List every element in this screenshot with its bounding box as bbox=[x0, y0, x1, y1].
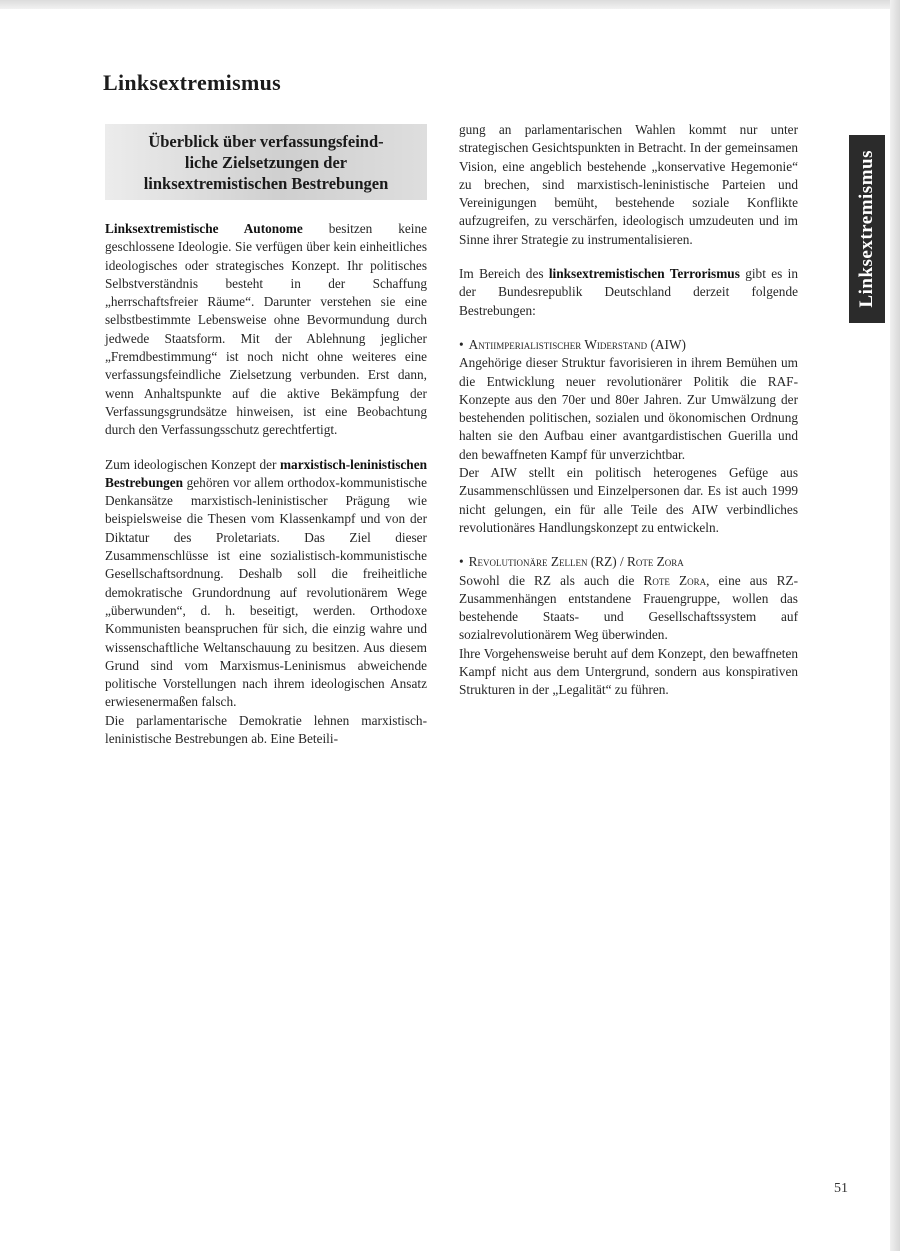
list-item-rz-text-2: Ihre Vorgehensweise beruht auf dem Konzept, den bewaffneten Kampf nicht aus dem Untergrund, sondern aus konspirativen Strukturen in der „Legalität“ zu führen. bbox=[459, 645, 798, 698]
list-item-aiw bbox=[459, 336, 798, 537]
list-item-aiw-text: Angehörige dieser Struktur favorisieren in ihrem Bemühen um die Entwicklung neuer revolutionärer Politik die RAF-Konzepte aus den 70er und 80er Jahren. Zur Umwälzung der bestehenden politischen, sozialen und ökonomischen Ordnung halten sie den Aufbau einer avantgardistischen Guerilla und den bewaffneten Kampf für unverzichtbar. bbox=[459, 355, 798, 462]
paragraph-marxist-text: gehören vor allem orthodox-kommunistische Denkansätze marxistisch-leninistischer Prägung wie beispielsweise die Thesen vom Klassenkampf und von der Diktatur des Proletariats. Das Ziel dieser Zusammenschlüsse ist eine sozialistisch-kommunistische Gesellschaftsordnung. Deshalb soll die freiheitliche demokratische Grundordnung auf revolutionärem Wege „überwunden“, d. h. beseitigt, werden. Orthodoxe Kommunisten beanspruchen für sich, die einzig wahre und wissenschaftliche Weltanschauung zu besitzen. Aus diesem Grund sind vom Marxismus-Leninismus abweichende politische Vorstellungen nach ihrem ideologischen Ansatz erwiesenermaßen falsch. bbox=[105, 474, 427, 710]
list-item-aiw-title: • Antiimperialistischer Widerstand (AIW) bbox=[459, 336, 798, 354]
paragraph-terrorism bbox=[459, 265, 798, 320]
scan-right-edge bbox=[890, 0, 900, 1251]
term-terrorism: linksextremistischen Terrorismus bbox=[548, 266, 740, 282]
term-marxist: marxistisch-leninistischen Bestrebungen bbox=[105, 456, 427, 490]
list-item-rz-title: • Revolutionäre Zellen (RZ) / Rote Zora bbox=[459, 553, 798, 571]
page-title: Linksextremismus bbox=[103, 70, 281, 95]
list-item-rz-rest: , eine aus RZ-Zusammenhängen entstandene Frauengruppe, wollen das bestehende Staats- und Gesellschaftssystem auf sozialrevolutionärem Weg überwinden. bbox=[459, 572, 798, 643]
paragraph-terrorism-intro: Im Bereich des bbox=[459, 266, 549, 282]
paragraph-marxist bbox=[105, 456, 427, 712]
chapter-side-tab-label: Linksextremismus bbox=[856, 150, 877, 308]
paragraph-terrorism-text: gibt es in der Bundesrepublik Deutschland derzeit folgende Bestrebungen: bbox=[459, 266, 798, 318]
paragraph-autonome-text: besitzen keine geschlossene Ideologie. Sie verfügen über kein einheitliches ideologisches oder strategisches Konzept. Ihr politisches Selbstverständnis besteht in der Schaffung „herrschaftsfreier Räume“. Darunter verstehen sie eine selbstbestimmte Lebensweise ohne Bevormundung durch jedwede Staatsform. Mit der Ablehnung jeglicher „Fremdbestimmung“ ist noch nicht ohne weiteres eine verfassungsfeindliche Zielsetzung verbunden. Erst dann, wenn Anhaltspunkte auf die aktive Bekämpfung der Verfassungsgrundsätze hinweisen, ist eine Beobachtung durch den Verfassungsschutz gerechtfertigt. bbox=[105, 221, 427, 438]
left-column bbox=[105, 220, 427, 748]
term-rote-zora: Rote Zora bbox=[643, 572, 707, 588]
right-column bbox=[459, 121, 798, 700]
overview-heading bbox=[144, 131, 389, 194]
overview-heading-line-3: linksextremistischen Bestrebungen bbox=[143, 173, 389, 193]
page-number: 51 bbox=[834, 1181, 848, 1196]
paragraph-autonome bbox=[105, 220, 427, 440]
scan-top-edge bbox=[0, 0, 890, 9]
list-item-aiw-text-2: Der AIW stellt ein politisch heterogenes Gefüge aus Zusammenschlüssen und Einzelpersonen dar. Es ist auch 1999 nicht gelungen, ein für alle Teile des AIW verbindliches revolutionäres Handlungskonzept zu entwickeln. bbox=[459, 465, 798, 535]
overview-heading-line-2: liche Zielsetzungen der bbox=[184, 152, 348, 172]
list-item-rz-text bbox=[459, 572, 798, 645]
paragraph-elections: gung an parlamentarischen Wahlen kommt nur unter strategischen Gesichtspunkten in Betracht. In der gemeinsamen Vision, eine angeblich bestehende „konservative Hegemonie“ zu brechen, sind marxistisch-leninistische Parteien und Vereinigungen bemüht, bestehende soziale Konflikte aufzugreifen, zu verschärfen, ideologisch umzudeuten und im Sinne ihrer Strategie zu instrumentalisieren. bbox=[459, 122, 798, 247]
paragraph-marxist-intro: Zum ideologischen Konzept der bbox=[105, 456, 280, 472]
overview-heading-line-1: Überblick über verfassungsfeind- bbox=[148, 131, 384, 151]
chapter-side-tab bbox=[849, 135, 885, 323]
term-autonome: Linksextremistische Autonome bbox=[105, 221, 303, 236]
paragraph-democracy: Die parlamentarische Demokratie lehnen marxistisch-leninistische Bestrebungen ab. Eine Beteili- bbox=[105, 712, 427, 747]
list-item-rz-intro: Sowohl die RZ als auch die bbox=[459, 572, 644, 588]
overview-heading-box bbox=[105, 124, 427, 200]
list-item-rz bbox=[459, 553, 798, 699]
